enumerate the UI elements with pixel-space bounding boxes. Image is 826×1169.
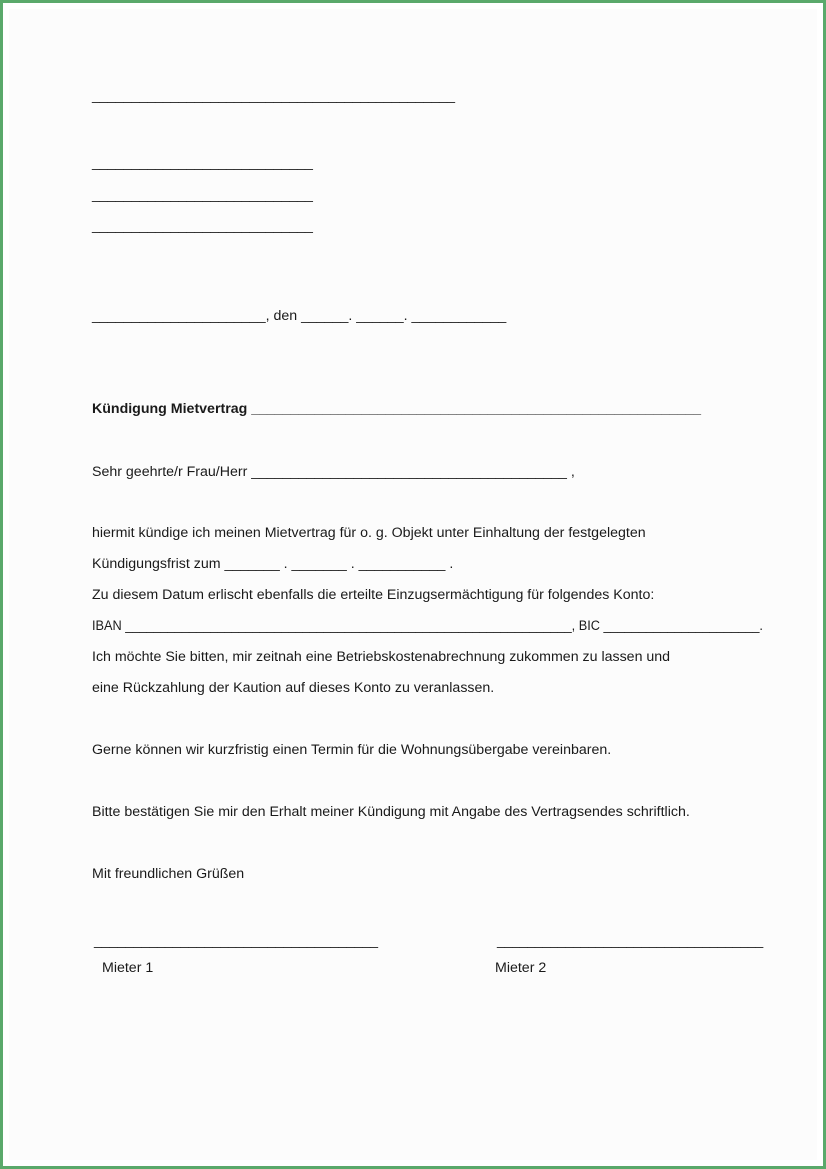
page-inner xyxy=(9,9,817,1160)
signature-label-2: Mieter 2 xyxy=(495,960,547,976)
subject-line: Kündigung Mietvertrag _________________________________________________________ xyxy=(92,401,701,417)
signature-line-1: ____________________________________ xyxy=(94,933,379,949)
body-line-5: Ich möchte Sie bitten, mir zeitnah eine Betriebskostenabrechnung zukommen zu lassen und xyxy=(92,649,671,665)
body-line-2: Kündigungsfrist zum _______ . _______ . ___________ . xyxy=(92,556,454,572)
place-date-line: ______________________, den ______. ______. ____________ xyxy=(92,308,507,324)
closing: Mit freundlichen Grüßen xyxy=(92,866,245,882)
recipient-line-3: ____________________________ xyxy=(92,218,313,234)
body-line-4: IBAN _______________________________________________________________, BIC ______________________. xyxy=(92,618,763,634)
salutation: Sehr geehrte/r Frau/Herr ________________________________________ , xyxy=(92,464,575,480)
recipient-line-1: ____________________________ xyxy=(92,155,313,171)
signature-line-2: ___________________________________ xyxy=(497,933,764,949)
body-line-6: eine Rückzahlung der Kaution auf dieses Konto zu veranlassen. xyxy=(92,680,495,696)
body-line-3: Zu diesem Datum erlischt ebenfalls die erteilte Einzugsermächtigung für folgendes Konto: xyxy=(92,587,655,603)
sender-name-line: ______________________________________________ xyxy=(92,88,455,104)
recipient-line-2: ____________________________ xyxy=(92,187,313,203)
body-confirmation: Bitte bestätigen Sie mir den Erhalt meiner Kündigung mit Angabe des Vertragsendes schriftlich. xyxy=(92,804,690,820)
body-line-1: hiermit kündige ich meinen Mietvertrag für o. g. Objekt unter Einhaltung der festgelegten xyxy=(92,525,646,541)
body-appointment: Gerne können wir kurzfristig einen Termin für die Wohnungsübergabe vereinbaren. xyxy=(92,742,612,758)
signature-label-1: Mieter 1 xyxy=(102,960,154,976)
